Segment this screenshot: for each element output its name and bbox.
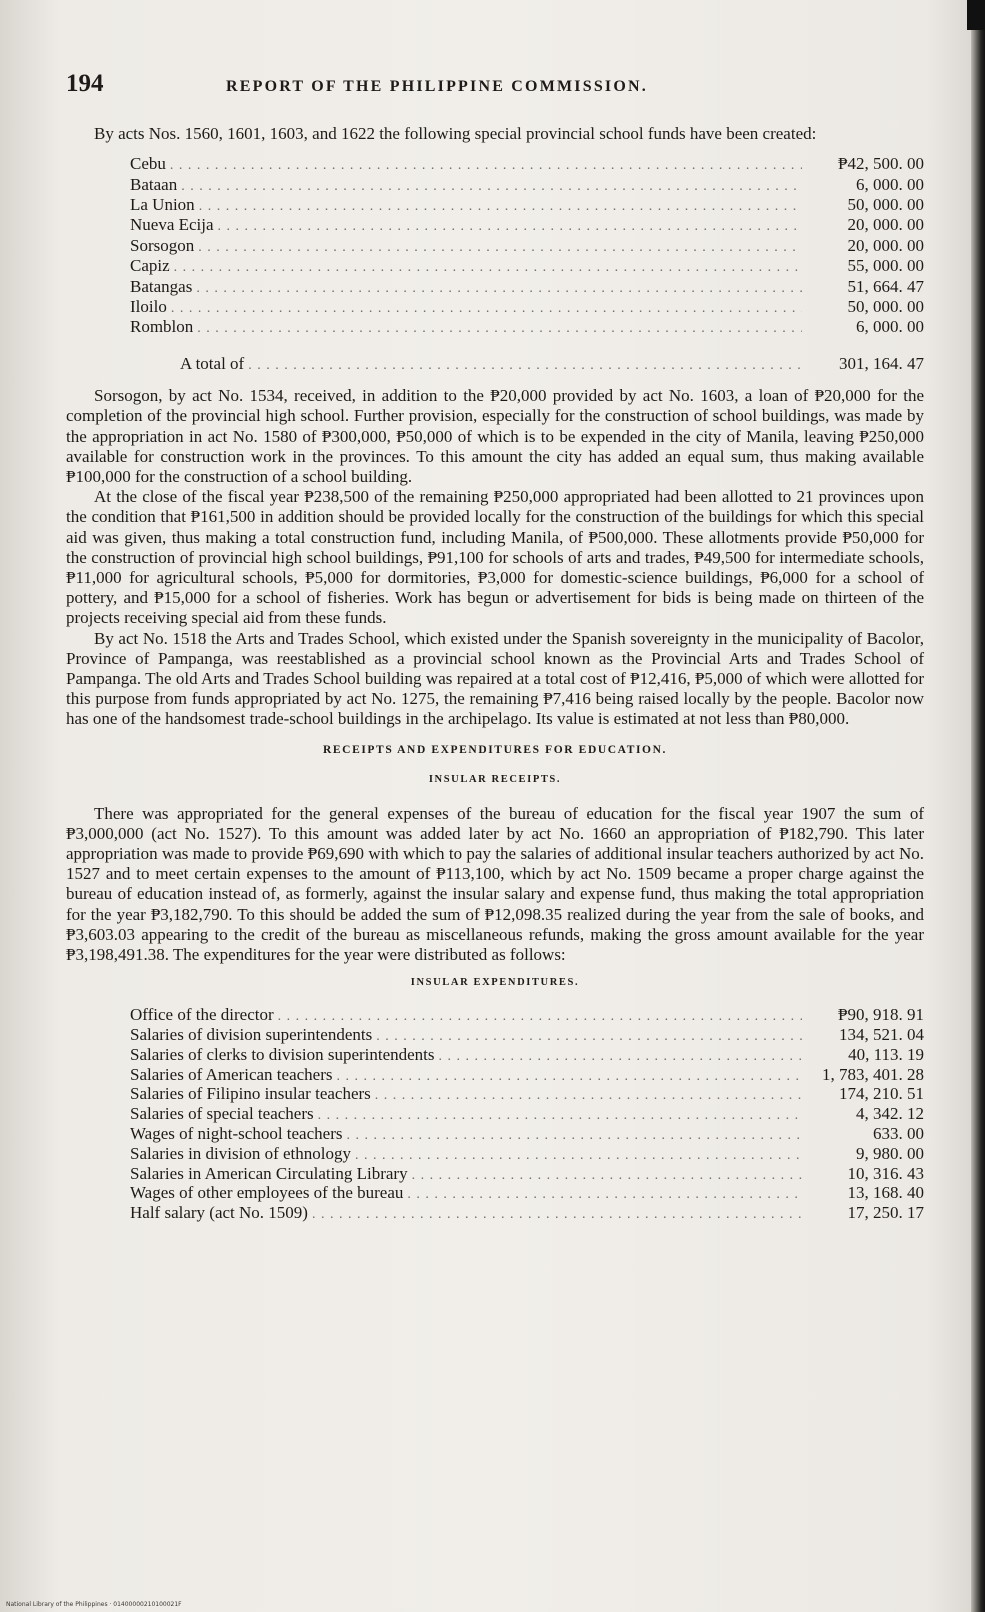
province-name: Batangas	[130, 276, 193, 296]
leader-dots	[248, 358, 802, 374]
section-heading: RECEIPTS AND EXPENDITURES FOR EDUCATION.	[323, 743, 667, 756]
table-row	[130, 1164, 924, 1184]
table-row	[130, 1045, 924, 1065]
table-row	[130, 256, 924, 276]
table-row	[130, 317, 924, 337]
body-paragraph-allotments: At the close of the fiscal year ₱238,500 of the remaining ₱250,000 appropriated had been allotted to 21 provinces upon the condition that ₱161,500 in addition should be provided locally for the construction of the buildings for which this special aid was given, thus making a total construction fund, including Manila, of ₱500,000. These allotments provide ₱50,000 for the construction of provincial high school buildings, ₱91,100 for schools of arts and trades, ₱49,500 for intermediate schools, ₱11,000 for agricultural schools, ₱5,000 for dormitories, ₱3,000 for domestic-science buildings, ₱6,000 for a school of pottery, and ₱15,000 for a school of fisheries. Work has begun or advertisement for bids is being made on thirteen of the projects receiving special aid from these funds.	[66, 487, 924, 628]
leader-dots	[337, 1069, 803, 1085]
expense-amount: 9, 980. 00	[856, 1143, 924, 1163]
leader-dots	[318, 1108, 802, 1124]
table-row	[130, 297, 924, 317]
intro-paragraph: By acts Nos. 1560, 1601, 1603, and 1622 the following special provincial school funds have been created:	[94, 124, 817, 143]
page-number: 194	[66, 70, 104, 97]
expenditures-heading: INSULAR EXPENDITURES.	[410, 977, 580, 989]
table-row	[130, 195, 924, 215]
province-name: Iloilo	[130, 296, 167, 316]
body-paragraph-sorsogon: Sorsogon, by act No. 1534, received, in addition to the ₱20,000 provided by act No. 1603, a loan of ₱20,000 for the completion of the provincial high school. Further provision, especially for the construction of school buildings, was made by the appropriation in act No. 1580 of ₱300,000, ₱50,000 of which is to be expended in the city of Manila, leaving ₱250,000 available for construction work in the provinces. To this amount the city has added an equal sum, thus making available ₱100,000 for the construction of a school building.	[66, 386, 924, 486]
leader-dots	[407, 1187, 802, 1203]
receipts-paragraph: There was appropriated for the general expenses of the bureau of education for the fiscal year 1907 the sum of ₱3,000,000 (act No. 1527). To this amount was added later by act No. 1660 an appropriation of ₱182,790. This later appropriation was made to provide ₱69,690 with which to pay the salaries of additional insular teachers authorized by act No. 1527 and to meet certain expenses to the amount of ₱113,100, which by act No. 1509 became a proper charge against the bureau of education instead of, as formerly, against the insular salary and expense fund, thus making the total appropriation for the year ₱3,182,790. To this should be added the sum of ₱12,098.35 realized during the year from the sale of books, and ₱3,603.03 appearing to the credit of the bureau as miscellaneous refunds, making the gross amount available for the year ₱3,198,491.38. The expenditures for the year were distributed as follows:	[66, 803, 924, 964]
province-amount: 50, 000. 00	[847, 296, 924, 316]
province-name: Bataan	[130, 174, 178, 194]
expense-amount: ₱90, 918. 91	[838, 1005, 924, 1025]
expense-amount: 4, 342. 12	[856, 1104, 924, 1124]
leader-dots	[278, 1009, 802, 1025]
leader-dots	[312, 1207, 802, 1223]
province-amount: 51, 664. 47	[847, 276, 924, 296]
leader-dots	[198, 240, 802, 256]
province-name: Romblon	[130, 317, 194, 337]
expense-amount: 40, 113. 19	[848, 1044, 924, 1064]
expense-amount: 134, 521. 04	[839, 1024, 924, 1044]
expense-name: Salaries in American Circulating Library	[130, 1163, 408, 1183]
leader-dots	[355, 1148, 802, 1164]
page-header	[66, 70, 924, 110]
corner-mark	[967, 0, 985, 30]
province-amount: 6, 000. 00	[856, 174, 924, 194]
province-amount: 20, 000. 00	[847, 235, 924, 255]
table-row	[130, 1124, 924, 1144]
expense-name: Wages of other employees of the bureau	[130, 1183, 404, 1203]
province-name: Capiz	[130, 256, 170, 276]
table-row	[130, 1065, 924, 1085]
leader-dots	[197, 321, 802, 337]
expense-name: Office of the director	[130, 1005, 274, 1025]
total-row	[180, 354, 924, 374]
leader-dots	[376, 1029, 802, 1045]
expense-name: Wages of night-school teachers	[130, 1123, 343, 1143]
expense-name: Salaries of clerks to division superintendents	[130, 1044, 435, 1064]
leader-dots	[412, 1168, 802, 1184]
table-row	[130, 175, 924, 195]
province-amount: 55, 000. 00	[847, 256, 924, 276]
province-amount: ₱42, 500. 00	[838, 154, 924, 174]
expense-name: Salaries of Filipino insular teachers	[130, 1084, 371, 1104]
province-amount: 20, 000. 00	[847, 215, 924, 235]
table-row	[130, 236, 924, 256]
expenditures-table	[66, 1005, 924, 1223]
provincial-funds-total	[66, 354, 924, 374]
leader-dots	[196, 281, 802, 297]
table-row	[130, 1005, 924, 1025]
table-row	[130, 277, 924, 297]
province-name: Cebu	[130, 154, 166, 174]
expense-amount: 174, 210. 51	[839, 1084, 924, 1104]
expense-name: Salaries of American teachers	[130, 1064, 333, 1084]
leader-dots	[439, 1049, 802, 1065]
table-row	[130, 215, 924, 235]
leader-dots	[170, 158, 802, 174]
body-paragraph-arts-trades: By act No. 1518 the Arts and Trades School, which existed under the Spanish sovereignty in the municipality of Bacolor, Province of Pampanga, was reestablished as a provincial school known as the Provincial Arts and Trades School of Pampanga. The old Arts and Trades School building was repaired at a total cost of ₱12,416, ₱5,000 of which were allotted for this purpose from funds appropriated by act No. 1275, the remaining ₱7,416 being raised locally by the people. Bacolor now has one of the handsomest trade-school buildings in the archipelago. Its value is estimated at not less than ₱80,000.	[66, 628, 924, 729]
expense-name: Salaries of division superintendents	[130, 1024, 373, 1044]
page-binding-edge	[971, 0, 985, 1612]
province-amount: 50, 000. 00	[847, 194, 924, 214]
expense-name: Half salary (act No. 1509)	[130, 1203, 308, 1223]
leader-dots	[181, 179, 802, 195]
table-row	[130, 1025, 924, 1045]
total-label: A total of	[180, 353, 245, 373]
table-row	[130, 1144, 924, 1164]
expense-amount: 10, 316. 43	[847, 1163, 924, 1183]
table-row	[130, 1203, 924, 1223]
province-name: Sorsogon	[130, 235, 195, 255]
province-name: La Union	[130, 194, 195, 214]
province-name: Nueva Ecija	[130, 215, 214, 235]
leader-dots	[174, 260, 802, 276]
table-row	[130, 154, 924, 174]
total-amount: 301, 164. 47	[839, 353, 924, 373]
page-content	[66, 70, 924, 1223]
leader-dots	[346, 1128, 802, 1144]
table-row	[130, 1183, 924, 1203]
expense-amount: 13, 168. 40	[847, 1183, 924, 1203]
expense-amount: 1, 783, 401. 28	[822, 1064, 924, 1084]
expense-name: Salaries in division of ethnology	[130, 1143, 351, 1163]
running-head: REPORT OF THE PHILIPPINE COMMISSION.	[226, 78, 648, 95]
table-row	[130, 1084, 924, 1104]
provincial-funds-table	[66, 154, 924, 338]
receipts-heading: INSULAR RECEIPTS.	[428, 773, 562, 785]
leader-dots	[171, 301, 802, 317]
expense-amount: 17, 250. 17	[847, 1203, 924, 1223]
province-amount: 6, 000. 00	[856, 317, 924, 337]
scan-footer-tag: National Library of the Philippines · 01400000210100021F	[6, 1601, 182, 1608]
leader-dots	[375, 1088, 802, 1104]
table-row	[130, 1104, 924, 1124]
expense-name: Salaries of special teachers	[130, 1104, 314, 1124]
leader-dots	[218, 219, 802, 235]
leader-dots	[199, 199, 802, 215]
expense-amount: 633. 00	[873, 1123, 924, 1143]
